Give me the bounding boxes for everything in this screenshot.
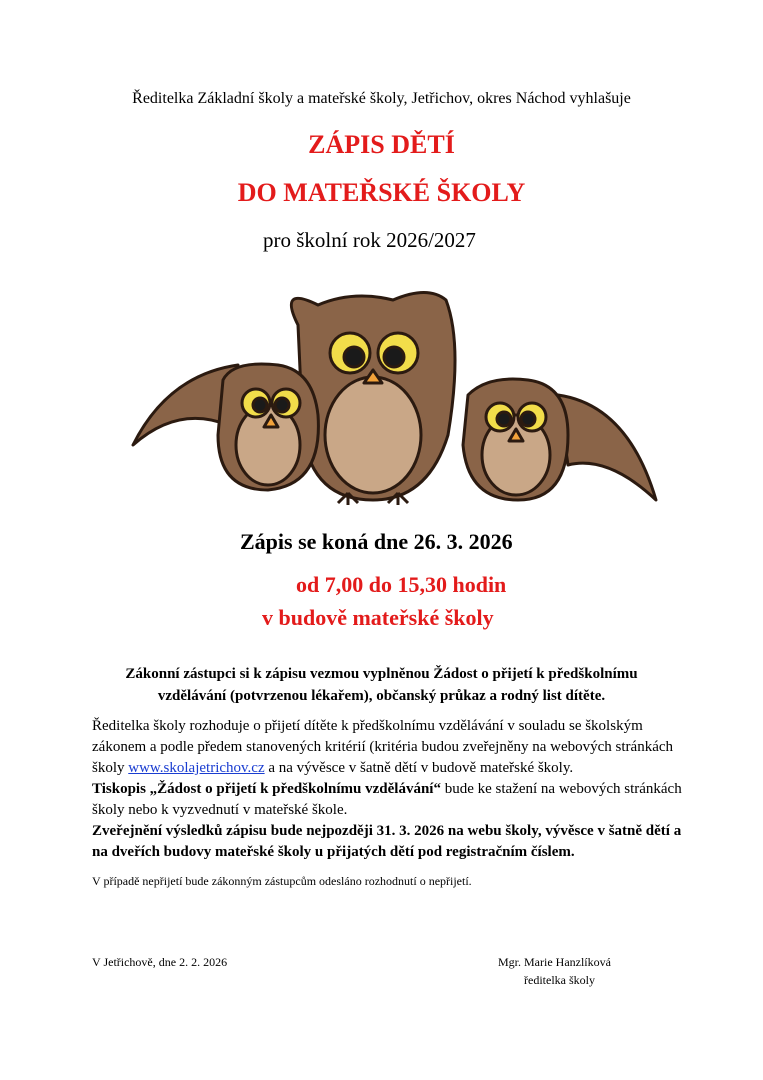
signature-name: Mgr. Marie Hanzlíková: [498, 955, 611, 969]
admission-criteria-text: Ředitelka školy rozhoduje o přijetí dítěte k předškolnímu vzdělávání v souladu se školským zákonem a podle předem stanovených kritérií (kritéria budou zveřejněny na webových stránkách školy: [92, 718, 674, 776]
required-documents-note: [0, 663, 763, 707]
body-paragraphs: [92, 716, 682, 863]
three-owls-illustration: [128, 285, 658, 510]
main-title-line-1: ZÁPIS DĚTÍ: [308, 130, 455, 159]
rejection-notice: V případě nepřijetí bude zákonným zástupcům odesláno rozhodnutí o nepřijetí.: [92, 874, 472, 888]
application-form-text: bude ke stažení na webových stránkách školy nebo k vyzvednutí v mateřské škole.: [92, 781, 682, 818]
enrollment-hours: od 7,00 do 15,30 hodin: [296, 572, 507, 597]
required-documents-line-1: Zákonní zástupci si k zápisu vezmou vyplněnou Žádost o přijetí k předškolnímu: [125, 666, 638, 682]
application-form-title: Tiskopis „Žádost o přijetí k předškolnímu vzdělávání“: [92, 781, 441, 797]
enrollment-location: v budově mateřské školy: [262, 605, 494, 630]
enrollment-date: Zápis se koná dne 26. 3. 2026: [240, 529, 513, 554]
main-title-line-2: DO MATEŘSKÉ ŠKOLY: [237, 178, 526, 207]
results-publication-text: Zveřejnění výsledků zápisu bude nejpozději 31. 3. 2026 na webu školy, vývěsce v šatně dětí a na dveřích budovy mateřské školy u přijatých dětí pod registračním číslem.: [92, 823, 682, 860]
place-and-date: V Jetřichově, dne 2. 2. 2026: [92, 955, 228, 969]
required-documents-line-2: vzdělávání (potvrzenou lékařem), občanský průkaz a rodný list dítěte.: [157, 688, 606, 704]
school-website-link[interactable]: www.skolajetrichov.cz: [128, 760, 265, 776]
announcement-intro: Ředitelka Základní školy a mateřské školy, Jetřichov, okres Náchod vyhlašuje: [132, 90, 631, 107]
signature-role: ředitelka školy: [524, 973, 595, 987]
admission-criteria-text-end: a na vývěsce v šatně dětí v budově mateřské školy.: [264, 760, 574, 776]
school-year-subtitle: pro školní rok 2026/2027: [263, 228, 476, 252]
